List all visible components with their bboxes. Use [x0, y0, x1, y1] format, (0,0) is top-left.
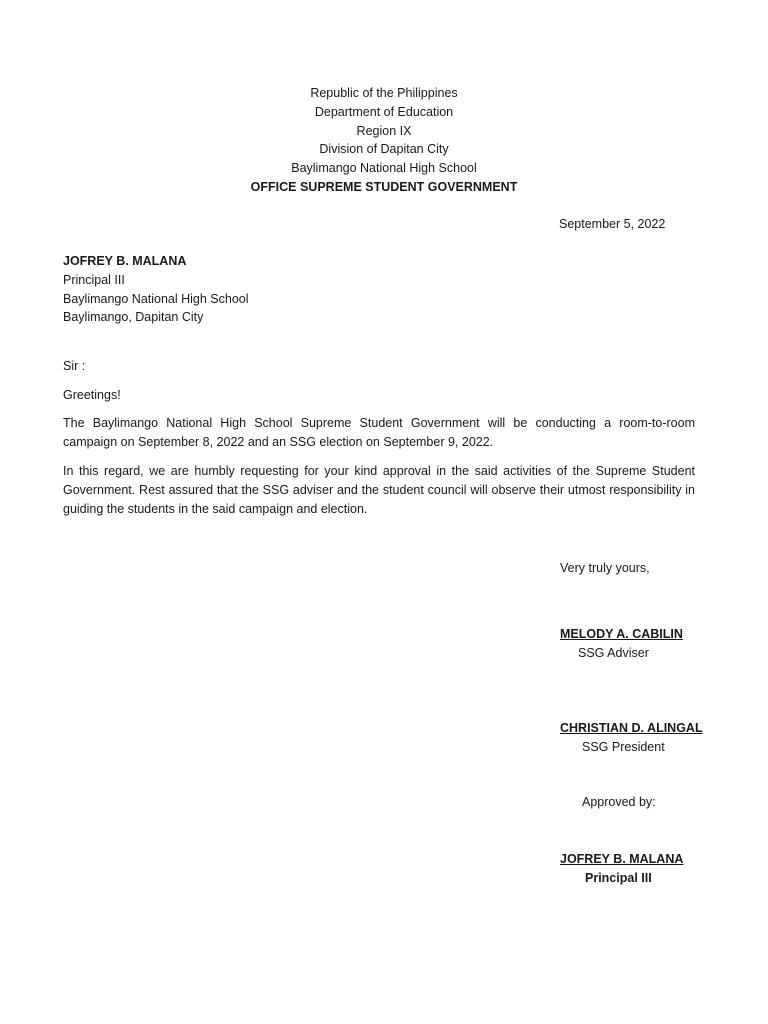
approved-by-label: Approved by:	[582, 795, 656, 809]
letterhead-region: Region IX	[356, 123, 412, 138]
recipient-school: Baylimango National High School	[63, 291, 249, 306]
complimentary-close: Very truly yours,	[560, 561, 650, 575]
signature-block-principal	[560, 850, 683, 887]
letterhead-division: Division of Dapitan City	[319, 142, 449, 157]
letterhead-department: Department of Education	[314, 104, 454, 119]
principal-title: Principal III	[585, 870, 652, 885]
signature-block-adviser	[560, 625, 683, 662]
letterhead-school: Baylimango National High School	[291, 161, 477, 176]
adviser-name: MELODY A. CABILIN	[560, 627, 683, 641]
recipient-position: Principal III	[63, 272, 125, 287]
recipient-block	[63, 252, 249, 327]
signature-block-president	[560, 719, 703, 756]
greeting: Greetings!	[63, 388, 121, 402]
recipient-name: JOFREY B. MALANA	[63, 254, 187, 268]
adviser-title: SSG Adviser	[578, 645, 649, 660]
principal-name: JOFREY B. MALANA	[560, 852, 684, 866]
letterhead	[0, 84, 768, 197]
body-paragraph-2: In this regard, we are humbly requesting for your kind approval in the said activities of the Supreme Student Government. Rest assured that the SSG adviser and the student council will observe their utmost responsibility in guiding the students in the said campaign and election.	[63, 464, 695, 516]
salutation: Sir :	[63, 359, 86, 373]
letterhead-office: OFFICE SUPREME STUDENT GOVERNMENT	[250, 179, 518, 194]
recipient-address: Baylimango, Dapitan City	[63, 310, 204, 325]
president-title: SSG President	[582, 739, 665, 754]
letterhead-country: Republic of the Philippines	[310, 86, 458, 100]
body-paragraph-1: The Baylimango National High School Supreme Student Government will be conducting a room-to-room campaign on September 8, 2022 and an SSG election on September 9, 2022.	[63, 416, 695, 449]
letter-date: September 5, 2022	[559, 217, 666, 231]
president-name: CHRISTIAN D. ALINGAL	[560, 721, 703, 735]
